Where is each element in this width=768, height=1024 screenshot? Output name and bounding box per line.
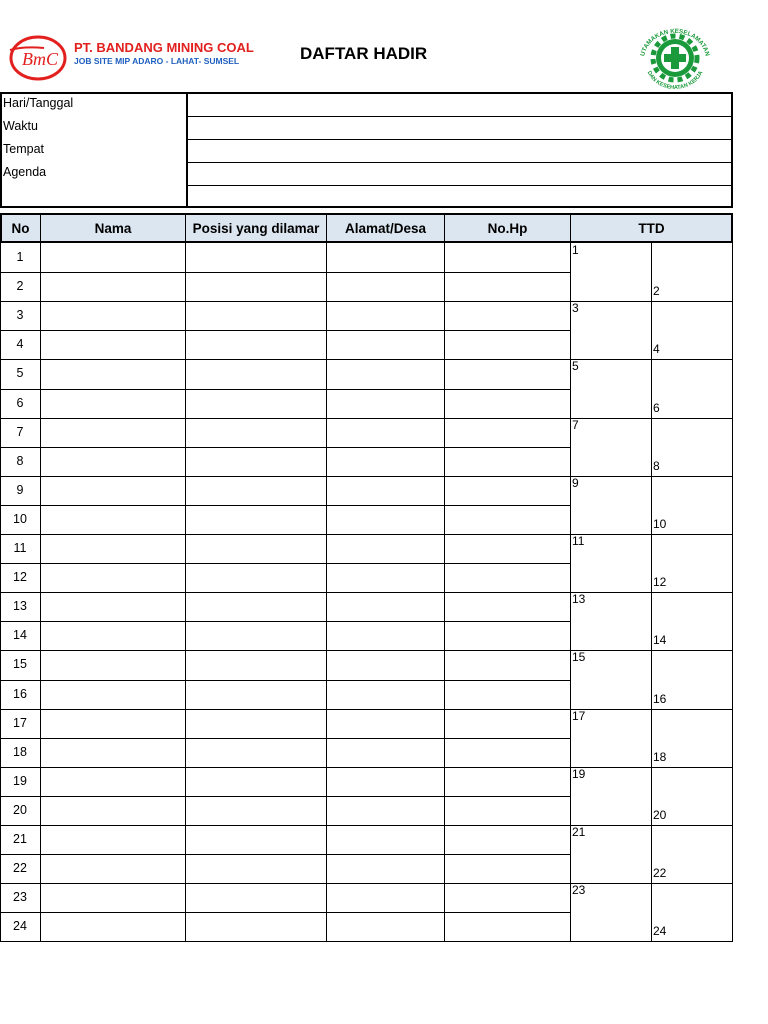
info-labels — [2, 94, 188, 206]
row-divider — [0, 709, 733, 710]
row-number: 3 — [16, 308, 24, 323]
row-divider — [0, 738, 571, 739]
signature-number: 7 — [572, 417, 579, 432]
row-divider — [0, 854, 571, 855]
signature-number: 8 — [653, 458, 660, 473]
row-divider — [0, 825, 733, 826]
signature-number: 15 — [572, 650, 586, 665]
company-block — [74, 40, 254, 66]
row-number: 1 — [16, 250, 24, 264]
row-divider — [0, 272, 571, 273]
logo-lettering: BmC — [22, 49, 58, 69]
signature-number: 11 — [572, 534, 585, 548]
col-header-posisi: Posisi yang dilamar — [185, 213, 327, 243]
col-header-nohp: No.Hp — [444, 213, 571, 243]
row-divider — [0, 476, 733, 477]
company-name: PT. BANDANG MINING COAL — [74, 40, 254, 55]
signature-number: 6 — [653, 400, 660, 415]
row-divider — [0, 505, 571, 506]
col-header-alamat: Alamat/Desa — [326, 213, 445, 243]
row-divider — [0, 534, 733, 535]
signature-number: 4 — [653, 342, 660, 357]
row-divider — [0, 418, 733, 419]
job-site: JOB SITE MIP ADARO - LAHAT- SUMSEL — [74, 56, 240, 66]
row-number: 8 — [16, 453, 24, 468]
signature-number: 22 — [653, 866, 667, 881]
signature-number: 2 — [653, 284, 660, 299]
row-number: 12 — [13, 570, 27, 585]
row-divider — [0, 912, 571, 913]
signature-number: 23 — [572, 883, 586, 898]
bmc-logo — [4, 30, 70, 86]
info-fields — [188, 94, 731, 206]
row-divider — [0, 941, 733, 942]
row-number: 14 — [13, 628, 27, 643]
page-title: DAFTAR HADIR — [300, 44, 428, 63]
signature-number: 20 — [653, 808, 667, 822]
meeting-info-box — [0, 92, 733, 208]
row-number: 24 — [13, 919, 27, 934]
row-number: 17 — [13, 715, 27, 730]
row-divider — [0, 796, 571, 797]
signature-number: 12 — [653, 575, 667, 590]
col-header-no: No — [0, 213, 41, 243]
signature-number: 9 — [572, 475, 579, 490]
row-number: 11 — [13, 541, 27, 555]
row-divider — [0, 621, 571, 622]
safety-logo — [630, 24, 720, 90]
row-divider — [0, 767, 733, 768]
row-number: 5 — [16, 366, 24, 381]
field-line — [188, 185, 731, 186]
safety-logo-bottom-text: DAN KESEHATAN KERJA — [645, 70, 705, 90]
col-header-nama: Nama — [40, 213, 186, 243]
row-number: 19 — [13, 773, 27, 788]
row-number: 9 — [16, 482, 24, 497]
row-divider — [0, 680, 571, 681]
row-number: 20 — [13, 802, 27, 817]
signature-number: 3 — [572, 301, 579, 316]
row-divider — [0, 563, 571, 564]
row-number: 23 — [13, 890, 27, 905]
row-divider — [0, 359, 733, 360]
label-tempat: Tempat — [3, 142, 44, 156]
row-number: 7 — [16, 424, 24, 439]
label-agenda: Agenda — [3, 165, 47, 179]
row-number: 6 — [16, 395, 24, 410]
row-number: 21 — [13, 832, 27, 846]
row-number: 4 — [16, 337, 24, 352]
field-line — [188, 139, 731, 140]
row-divider — [0, 650, 733, 651]
signature-number: 10 — [653, 517, 667, 531]
signature-number: 17 — [572, 708, 586, 723]
row-divider — [0, 883, 733, 884]
row-divider — [0, 301, 733, 302]
row-number: 10 — [13, 511, 27, 526]
signature-number: 24 — [653, 924, 667, 939]
row-divider — [0, 592, 733, 593]
signature-number: 5 — [572, 359, 579, 374]
signature-number: 16 — [653, 691, 667, 706]
signature-number: 14 — [653, 633, 667, 648]
col-header-ttd: TTD — [570, 213, 733, 243]
row-number: 22 — [13, 861, 27, 876]
signature-number: 13 — [572, 592, 586, 607]
row-number: 2 — [16, 279, 24, 294]
row-divider — [0, 389, 571, 390]
label-waktu: Waktu — [3, 119, 38, 133]
safety-logo-top-text: UTAMAKAN KESELAMATAN — [639, 27, 711, 57]
label-hari-tanggal: Hari/Tanggal — [3, 96, 74, 110]
signature-number: 18 — [653, 749, 667, 764]
field-line — [188, 162, 731, 163]
row-divider — [0, 447, 571, 448]
field-line — [188, 116, 731, 117]
row-number: 15 — [13, 657, 27, 672]
row-number: 13 — [13, 599, 27, 614]
row-number: 18 — [13, 744, 27, 759]
signature-number: 1 — [572, 243, 579, 257]
signature-number: 19 — [572, 766, 586, 781]
row-number: 16 — [13, 686, 27, 701]
row-divider — [0, 330, 571, 331]
signature-number: 21 — [572, 825, 586, 839]
